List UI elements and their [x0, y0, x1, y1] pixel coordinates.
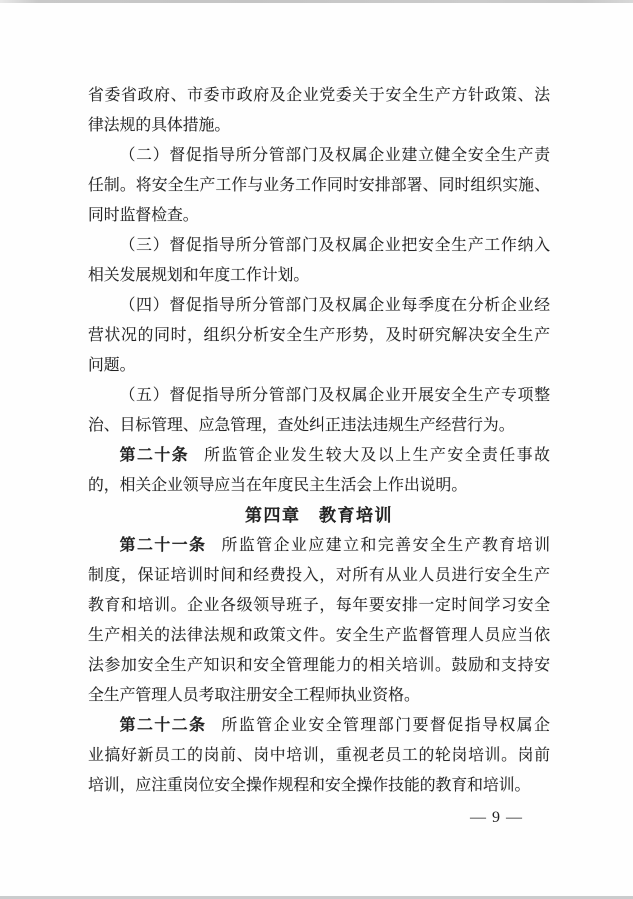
text-line: [88, 201, 550, 231]
text-line: [88, 171, 550, 201]
text-line: [88, 261, 550, 291]
text-line: [88, 321, 550, 351]
text-line: [88, 591, 550, 621]
line-text: （四）督促指导所分管部门及权属企业每季度在分析企业经: [119, 297, 550, 314]
article-number: 第二十一条: [119, 537, 207, 554]
article-number: 第二十条: [119, 447, 190, 464]
text-line: [88, 411, 550, 441]
text-line: [88, 531, 550, 561]
scan-edge-top: [0, 0, 633, 3]
line-text: 的，相关企业领导应当在年度民主生活会上作出说明。: [88, 477, 468, 494]
text-line: [88, 681, 550, 711]
line-text: （五）督促指导所分管部门及权属企业开展安全生产专项整: [119, 387, 550, 404]
line-text: 法参加安全生产知识和安全管理能力的相关培训。鼓励和支持安: [88, 657, 550, 674]
line-text: （二）督促指导所分管部门及权属企业建立健全安全生产责: [119, 147, 550, 164]
line-text: （三）督促指导所分管部门及权属企业把安全生产工作纳入: [119, 237, 550, 254]
text-line: [88, 81, 550, 111]
text-line: [88, 111, 550, 141]
text-line: [88, 351, 550, 381]
line-text: 省委省政府、市委市政府及企业党委关于安全生产方针政策、法: [88, 87, 550, 104]
line-text: 律法规的具体措施。: [88, 117, 231, 134]
line-text: 问题。: [88, 357, 136, 374]
line-text: 培训，应注重岗位安全操作规程和安全操作技能的教育和培训。: [88, 777, 531, 794]
text-line: [88, 141, 550, 171]
text-line: [88, 561, 550, 591]
text-line: [88, 621, 550, 651]
line-text: 业搞好新员工的岗前、岗中培训，重视老员工的轮岗培训。岗前: [88, 747, 550, 764]
text-line: [88, 651, 550, 681]
line-text: 相关发展规划和年度工作计划。: [88, 267, 310, 284]
text-line: [88, 711, 550, 741]
text-line: [88, 231, 550, 261]
line-text: 治、目标管理、应急管理，查处纠正违法违规生产经营行为。: [88, 417, 515, 434]
document-body: [88, 81, 550, 801]
line-text: 制度，保证培训时间和经费投入，对所有从业人员进行安全生产: [88, 567, 550, 584]
text-line: [88, 471, 550, 501]
text-line: [88, 441, 550, 471]
text-line: [88, 501, 550, 531]
article-number: 第四章 教育培训: [245, 506, 393, 525]
line-text: 同时监督检查。: [88, 207, 199, 224]
page-number: — 9 —: [470, 809, 523, 826]
line-text: 任制。将安全生产工作与业务工作同时安排部署、同时组织实施、: [88, 177, 550, 194]
line-text: 教育和培训。企业各级领导班子，每年要安排一定时间学习安全: [88, 597, 550, 614]
text-line: [88, 741, 550, 771]
text-line: [88, 381, 550, 411]
line-text: 全生产管理人员考取注册安全工程师执业资格。: [88, 687, 420, 704]
text-line: [88, 291, 550, 321]
line-text: 所监管企业应建立和完善安全生产教育培训: [221, 537, 550, 554]
text-line: [88, 771, 550, 801]
line-text: 所监管企业发生较大及以上生产安全责任事故: [204, 447, 550, 464]
line-text: 生产相关的法律法规和政策文件。安全生产监督管理人员应当依: [88, 627, 550, 644]
line-text: 所监管企业安全管理部门要督促指导权属企: [221, 717, 550, 734]
line-text: 营状况的同时，组织分析安全生产形势，及时研究解决安全生产: [88, 327, 550, 344]
article-number: 第二十二条: [119, 717, 207, 734]
